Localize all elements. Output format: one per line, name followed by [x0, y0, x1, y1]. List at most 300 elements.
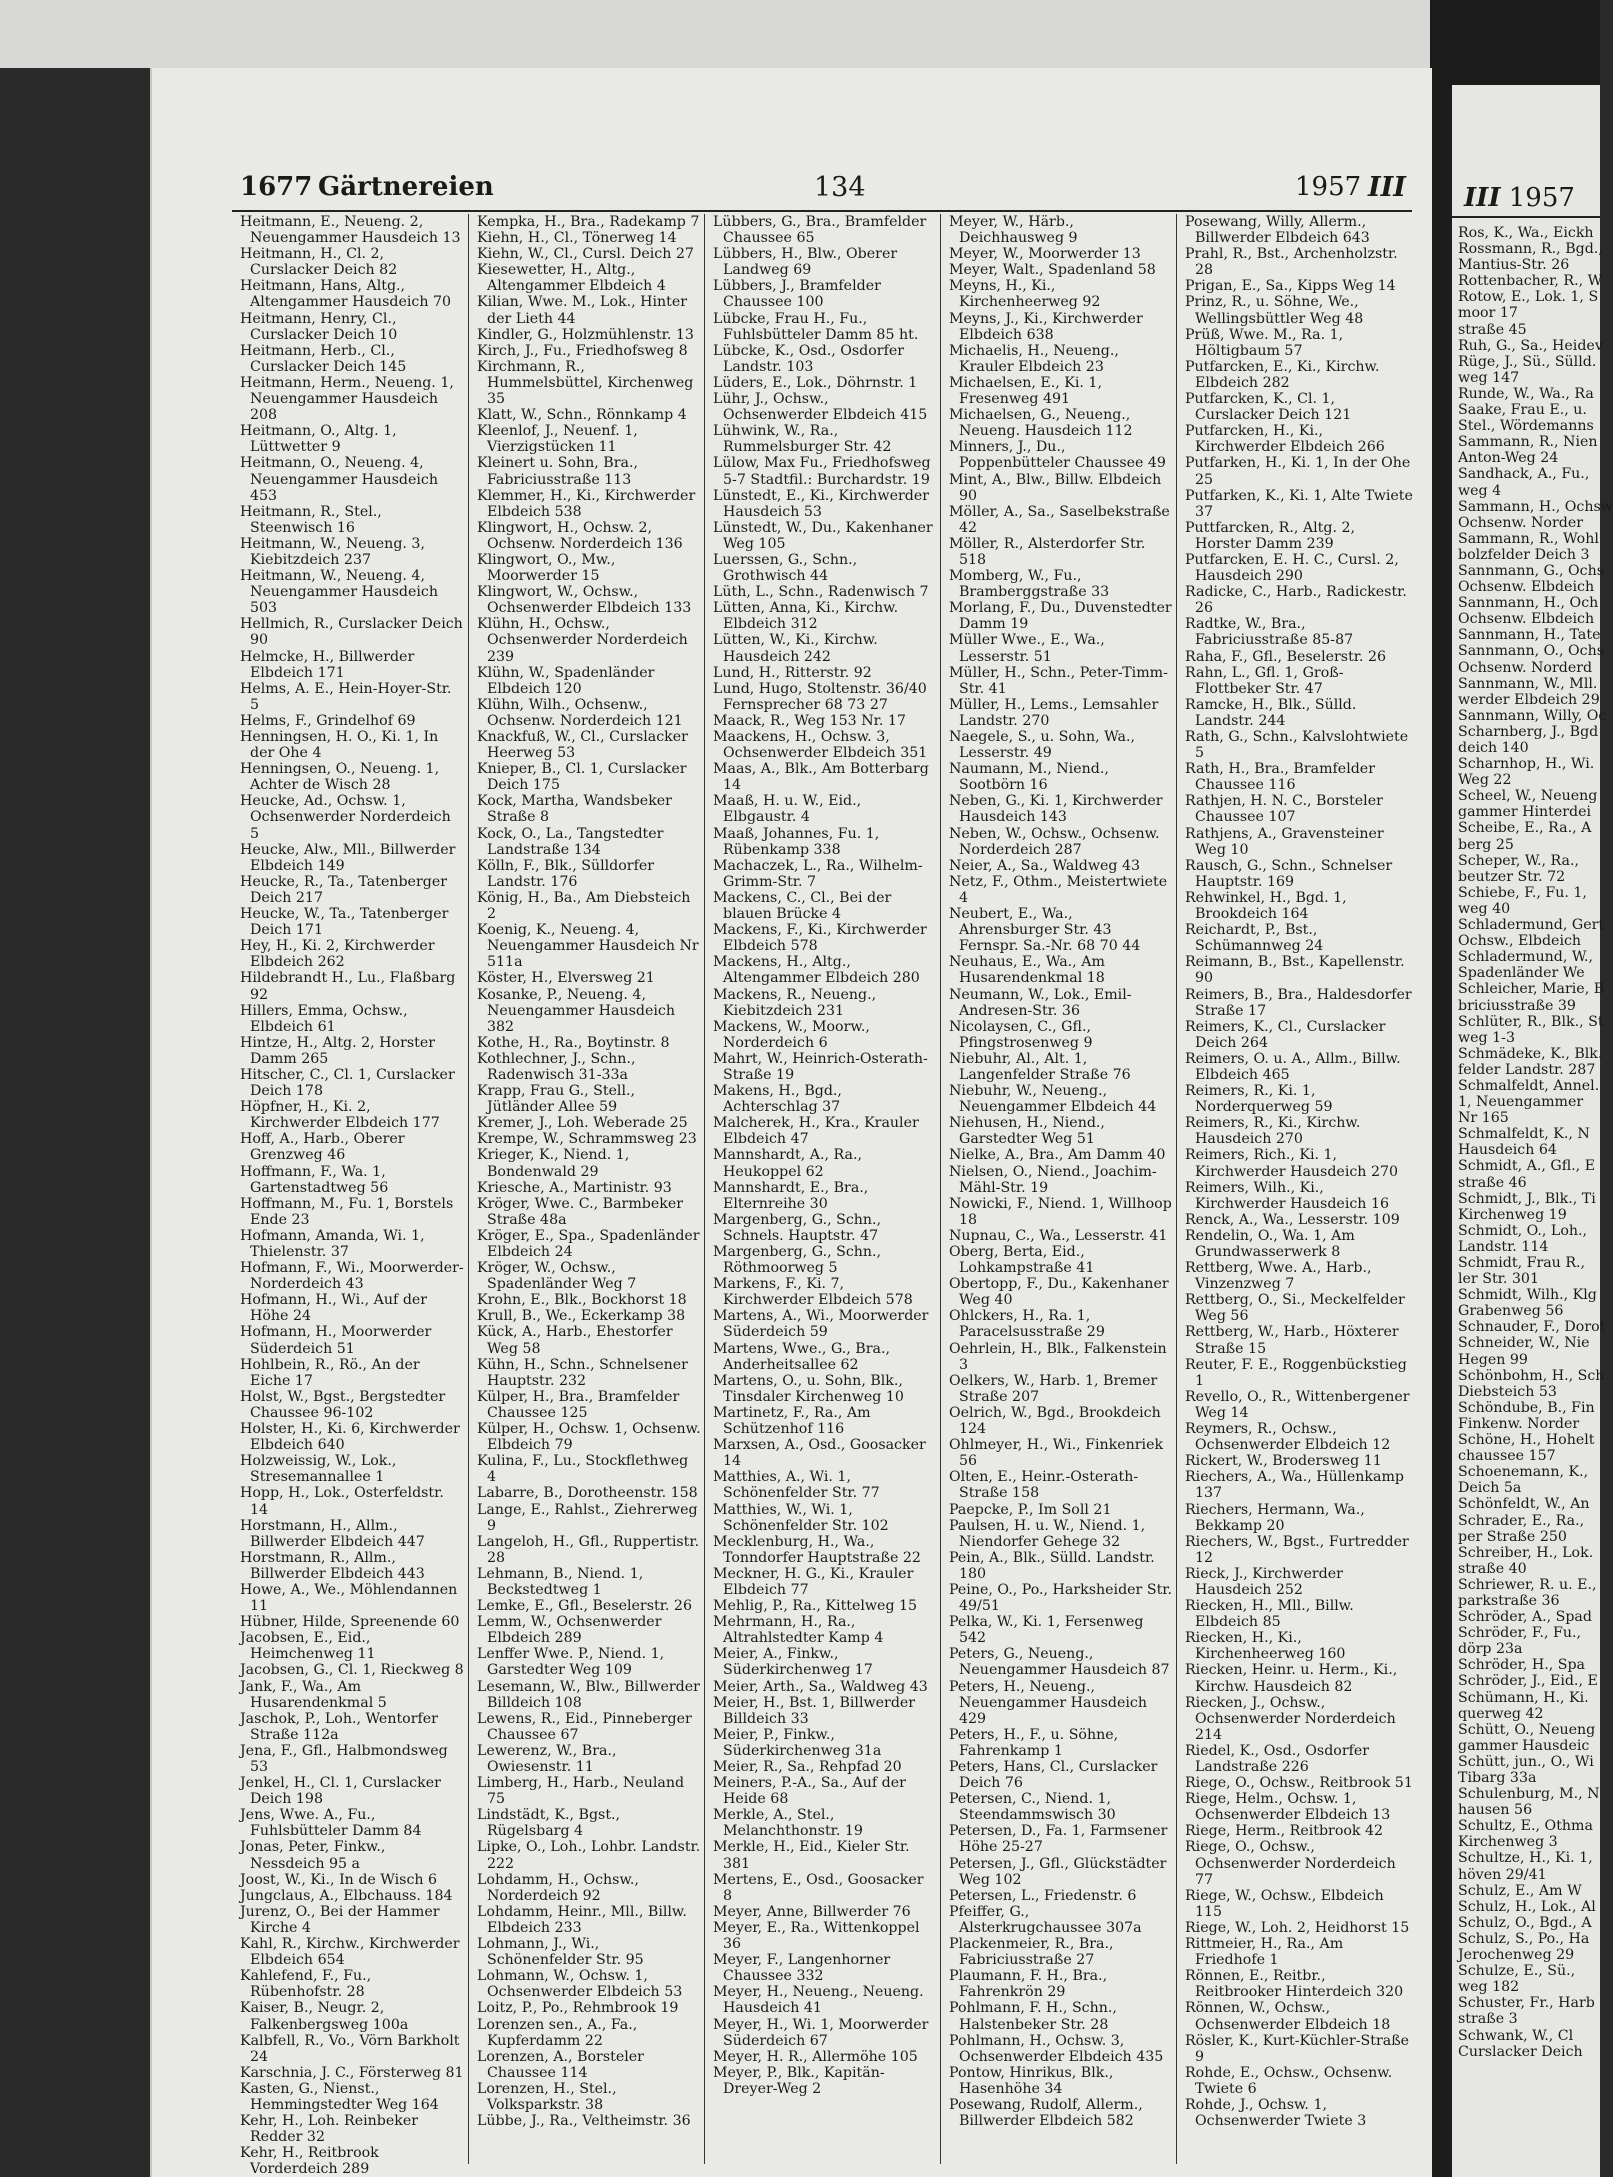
right-page-entry: beutzer Str. 72 [1458, 868, 1566, 885]
directory-entry: Reimers, R., Ki. 1, Norderquerweg 59 [1185, 1083, 1333, 1116]
directory-entry: Kock, O., La., Tangstedter Landstraße 134 [477, 825, 664, 858]
right-page-entry: Sammann, R., Wohl [1458, 530, 1599, 547]
directory-entry: Mackens, C., Cl., Bei der blauen Brücke 4 [713, 889, 892, 923]
right-page-entry: Ochsw., Elbdeich [1458, 933, 1582, 950]
directory-entry: Michaelis, H., Neueng., Krauler Elbdeich 23 [949, 342, 1119, 375]
right-page-entry: Weg 22 [1458, 772, 1512, 789]
directory-entry: Niebuhr, Al., Alt. 1, Langenfelder Straße 76 [949, 1050, 1131, 1083]
right-page-entry: straße 3 [1458, 2011, 1518, 2028]
right-page-entry: Schröder, J., Eid., E [1458, 1673, 1598, 1690]
directory-entry: Naumann, M., Niend., Sootbörn 16 [949, 761, 1109, 794]
right-page-entry: Curslacker Deich [1458, 2043, 1583, 2060]
right-page-entry: Rottenbacher, R., W [1458, 273, 1603, 290]
directory-entry: Kosanke, P., Neueng. 4, Neuengammer Hausdeich 382 [477, 986, 675, 1035]
directory-entry: Heucke, Alw., Mll., Billwerder Elbdeich 149 [240, 841, 456, 874]
directory-entry: Helmcke, H., Billwerder Elbdeich 171 [240, 648, 415, 681]
directory-entry: Mackens, R., Neueng., Kiebitzdeich 231 [713, 986, 877, 1019]
directory-entry: Meyer, E., Ra., Wittenkoppel 36 [713, 1919, 920, 1953]
directory-entry: Ohlckers, H., Ra. 1, Paracelsusstraße 29 [949, 1308, 1105, 1341]
directory-entry: Meier, A., Finkw., Süderkirchenweg 17 [713, 1646, 873, 1679]
directory-entry: Hellmich, R., Curslacker Deich 90 [240, 616, 463, 649]
directory-entry: Kaiser, B., Neugr. 2, Falkenbergsweg 100a [240, 2000, 409, 2033]
directory-entry: Mehrmann, H., Ra., Altrahlstedter Kamp 4 [713, 1614, 884, 1647]
directory-entry: Matthies, W., Wi. 1, Schönenfelder Str. 102 [713, 1501, 889, 1534]
directory-entry: Hoff, A., Harb., Oberer Grenzweg 46 [240, 1131, 405, 1164]
right-page-entry: Schümann, H., Ki. [1458, 1689, 1589, 1706]
directory-entry: Prahl, R., Bst., Archenholzstr. 28 [1185, 246, 1398, 279]
directory-entry: Hübner, Hilde, Spreenende 60 [240, 1614, 460, 1631]
directory-entry: Petersen, C., Niend. 1, Steendammswisch 30 [949, 1791, 1116, 1824]
directory-entry: Meier, P., Finkw., Süderkirchenweg 31a [713, 1726, 882, 1759]
right-page-entry: Hausdeich 64 [1458, 1142, 1557, 1159]
directory-entry: Margenberg, G., Schn., Schnels. Hauptstr. 47 [713, 1211, 882, 1244]
right-page-entry: Schröder, F., Fu., [1458, 1625, 1582, 1642]
directory-entry: Maackens, H., Ochsw. 3, Ochsenwerder Elbdeich 351 [713, 729, 928, 762]
right-page-entry: Schlüter, R., Blk., St [1458, 1013, 1604, 1030]
right-page-entry: Finkenw. Norder [1458, 1415, 1580, 1432]
section-title: Gärtnereien [318, 172, 494, 202]
directory-entry: Nowicki, F., Niend. 1, Willhoop 18 [949, 1195, 1172, 1228]
directory-entry: Hintze, H., Altg. 2, Horster Damm 265 [240, 1034, 436, 1067]
directory-entry: Meyns, H., Ki., Kirchenheerweg 92 [949, 278, 1101, 311]
directory-entry: Rathjen, H. N. C., Borsteler Chaussee 107 [1185, 793, 1383, 826]
directory-entry: Meier, H., Bst. 1, Billwerder Billdeich 33 [713, 1694, 916, 1727]
directory-entry: Jungclaus, A., Elbchauss. 184 [240, 1887, 453, 1904]
right-page-entry: Mantius-Str. 26 [1458, 257, 1570, 274]
directory-entry: Lipke, O., Loh., Lohbr. Landstr. 222 [477, 1839, 701, 1872]
right-page-entry: Rüge, J., Sü., Sülld. [1458, 353, 1597, 370]
directory-entry: Reimann, B., Bst., Kapellenstr. 90 [1185, 954, 1405, 987]
directory-entry: Rath, H., Bra., Bramfelder Chaussee 116 [1185, 761, 1375, 794]
right-page-entry: Schoenemann, K., [1458, 1464, 1589, 1481]
directory-entry: Kulina, F., Lu., Stockflethweg 4 [477, 1453, 689, 1486]
directory-entry: Kothlechner, J., Schn., Radenwisch 31-33a [477, 1050, 636, 1083]
right-page-entry: Schöndube, B., Fin [1458, 1399, 1595, 1416]
directory-entry: Meckner, H. G., Ki., Krauler Elbdeich 77 [713, 1565, 914, 1598]
right-page-entry: Tibarg 33a [1458, 1770, 1537, 1786]
directory-entry: Lund, H., Ritterstr. 92 [713, 664, 872, 681]
directory-entry: Peters, H., Neueng., Neuengammer Hausdeich 429 [949, 1678, 1147, 1727]
directory-entry: Helms, A. E., Hein-Hoyer-Str. 5 [240, 680, 452, 713]
right-page-entry: Ochsenw. Norderd [1458, 659, 1593, 676]
right-header-year: 1957 [1508, 183, 1575, 213]
right-page-entry: Saake, Frau E., u. [1458, 402, 1587, 419]
directory-entry: Hofmann, H., Wi., Auf der Höhe 24 [240, 1292, 428, 1325]
directory-entry: Külper, H., Bra., Bramfelder Chaussee 125 [477, 1388, 680, 1421]
right-page-entry: Schröder, A., Spad [1458, 1609, 1592, 1626]
directory-entry: Kempka, H., Bra., Radekamp 7 [477, 214, 700, 230]
right-page-entry: Stel., Wördemanns [1458, 418, 1594, 435]
directory-entry: Oberg, Berta, Eid., Lohkampstraße 41 [949, 1244, 1095, 1277]
directory-entry: Lange, E., Rahlst., Ziehrerweg 9 [477, 1501, 698, 1534]
directory-entry: Naegele, S., u. Sohn, Wa., Lesserstr. 49 [949, 729, 1135, 762]
right-page-entry: Scheper, W., Ra., [1458, 852, 1580, 869]
directory-entry: Reuter, F. E., Roggenbückstieg 1 [1185, 1356, 1407, 1389]
directory-entry: Rendelin, O., Wa. 1, Am Grundwasserwerk 8 [1185, 1227, 1355, 1260]
right-page-entry: Rotow, E., Lok. 1, S [1458, 289, 1599, 306]
right-page-entry: straße 45 [1458, 321, 1527, 338]
right-page-entry: 1, Neuengammer [1458, 1094, 1584, 1111]
directory-entry: Kahlefend, F., Fu., Rübenhofstr. 28 [240, 1968, 372, 2001]
right-page-entry: querweg 42 [1458, 1705, 1544, 1722]
directory-entry: Reimers, B., Bra., Haldesdorfer Straße 17 [1185, 986, 1412, 1019]
directory-entry: Maack, R., Weg 153 Nr. 17 [713, 712, 906, 729]
directory-entry: Puttfarcken, R., Altg. 2, Horster Damm 239 [1185, 519, 1356, 552]
right-page-entry: Schmidt, A., Gfl., E [1458, 1158, 1596, 1175]
directory-entry: Lohmann, J., Wi., Schönenfelder Str. 95 [477, 1936, 644, 1969]
right-page-entry: Sammann, R., Nien [1458, 434, 1598, 451]
directory-entry: Hoffmann, M., Fu. 1, Borstels Ende 23 [240, 1195, 454, 1228]
directory-entry: Klühn, H., Ochsw., Ochsenwerder Norderdeich 239 [477, 616, 688, 665]
right-page-entry: Schulze, E., Sü., [1458, 1963, 1576, 1980]
directory-entry: Posewang, Rudolf, Allerm., Billwerder Elbdeich 582 [949, 2096, 1143, 2130]
directory-entry: Putfarken, H., Ki. 1, In der Ohe 25 [1185, 455, 1411, 488]
directory-entry: Petersen, D., Fa. 1, Farmsener Höhe 25-27 [949, 1823, 1168, 1856]
directory-entry: Rohde, J., Ochsw. 1, Ochsenwerder Twiete 3 [1185, 2096, 1367, 2130]
directory-entry: Hofmann, H., Moorwerder Süderdeich 51 [240, 1324, 432, 1357]
directory-entry: Putfarken, K., Ki. 1, Alte Twiete 37 [1185, 487, 1413, 520]
directory-entry: Kirchmann, R., Hummelsbüttel, Kirchenweg 35 [477, 358, 694, 408]
directory-entry: Riechers, A., Wa., Hüllenkamp 137 [1185, 1469, 1404, 1502]
directory-entry: Plackenmeier, R., Bra., Fabriciusstraße 27 [949, 1936, 1114, 1969]
right-page-entry: weg 147 [1458, 369, 1520, 386]
directory-entry: Neumann, W., Lok., Emil-Andresen-Str. 36 [949, 986, 1132, 1019]
directory-entry: Lewens, R., Eid., Pinneberger Chaussee 67 [477, 1710, 692, 1743]
directory-entry: Müller, H., Lems., Lemsahler Landstr. 270 [949, 696, 1159, 729]
right-page-entry: Sammann, H., Ochsw [1458, 498, 1613, 515]
directory-entry: Jaschok, P., Loh., Wentorfer Straße 112a [240, 1710, 438, 1743]
right-page-entry: Schultz, E., Othma [1458, 1818, 1593, 1835]
directory-entry: Lund, Hugo, Stoltenstr. 36/40 Fernsprecher 68 73 27 [713, 680, 927, 713]
right-page-entry: straße 40 [1458, 1560, 1527, 1577]
right-page-entry: Runde, W., Wa., Ra [1458, 385, 1594, 402]
directory-entry: Markens, F., Ki. 7, Kirchwerder Elbdeich 578 [713, 1276, 913, 1309]
directory-entry: Rönnen, E., Reitbr., Reitbrooker Hinterdeich 320 [1185, 1968, 1404, 2001]
directory-entry: Martinetz, F., Ra., Am Schützenhof 116 [713, 1404, 871, 1438]
directory-entry: Michaelsen, E., Ki. 1, Fresenweg 491 [949, 374, 1102, 408]
right-page-entry: Sannmann, O., Ochs [1458, 643, 1604, 660]
right-header-rule [1452, 216, 1600, 218]
directory-entry: Howe, A., We., Möhlendannen 11 [240, 1581, 458, 1615]
directory-entry: Neier, A., Sa., Waldweg 43 [949, 857, 1141, 874]
directory-entry: Karschnia, J. C., Försterweg 81 [240, 2064, 464, 2081]
directory-entry: Peters, G., Neueng., Neuengammer Hausdeich 87 [949, 1646, 1170, 1679]
directory-entry: Lütten, W., Ki., Kirchw. Hausdeich 242 [713, 632, 878, 665]
right-page-entry: Schriewer, R. u. E., [1458, 1576, 1597, 1593]
right-page-entry: Ochsenw. Elbdeich [1458, 611, 1595, 628]
directory-entry: Lübbers, J., Bramfelder Chaussee 100 [713, 278, 881, 311]
directory-entry: Lesemann, W., Blw., Billwerder Billdeich 108 [477, 1678, 700, 1711]
directory-entry: Kiehn, W., Cl., Cursl. Deich 27 [477, 246, 694, 263]
directory-entry: Jonas, Peter, Finkw., Nessdeich 95 a [240, 1839, 386, 1872]
directory-entry: Höpfner, H., Ki. 2, Kirchwerder Elbdeich 177 [240, 1099, 440, 1132]
directory-entry: Martens, Wwe., G., Bra., Anderheitsallee 62 [713, 1340, 890, 1373]
directory-entry: Rönnen, W., Ochsw., Ochsenwerder Elbdeich 18 [1185, 2000, 1391, 2033]
directory-entry: Lenffer Wwe. P., Niend. 1, Garstedter Weg 109 [477, 1646, 665, 1679]
directory-entry: Helms, F., Grindelhof 69 [240, 712, 416, 729]
right-page-entry: Scharnhop, H., Wi. [1458, 756, 1595, 773]
directory-entry: Knieper, B., Cl. 1, Curslacker Deich 175 [477, 761, 687, 794]
directory-entry: Plaumann, F. H., Bra., Fahrenkrön 29 [949, 1968, 1108, 2001]
directory-entry: Riedel, K., Osd., Osdorfer Landstraße 226 [1185, 1742, 1370, 1775]
right-page-entry: Schulz, H., Lok., Al [1458, 1898, 1596, 1915]
directory-entry: Riege, Helm., Ochsw. 1, Ochsenwerder Elbdeich 13 [1185, 1791, 1391, 1824]
directory-entry: Klühn, W., Spadenländer Elbdeich 120 [477, 664, 655, 697]
directory-entry: Horstmann, R., Allm., Billwerder Elbdeich 443 [240, 1549, 425, 1582]
right-page-entry: Schwank, W., Cl [1458, 2027, 1574, 2044]
directory-entry: Jens, Wwe. A., Fu., Fuhlsbütteler Damm 84 [240, 1807, 422, 1840]
directory-entry: Reimers, O. u. A., Allm., Billw. Elbdeich 465 [1185, 1050, 1401, 1083]
directory-entry: Kleinert u. Sohn, Bra., Fabriciusstraße 113 [477, 455, 638, 488]
right-page-entry: Schöne, H., Hohelt [1458, 1432, 1595, 1449]
right-page-entry: Jerochenweg 29 [1458, 1947, 1575, 1964]
right-page-entry: Schmalfeldt, K., N [1458, 1126, 1590, 1143]
right-page-entry: Schönbohm, H., Sch [1458, 1367, 1605, 1384]
directory-entry: Prüß, Wwe. M., Ra. 1, Höltigbaum 57 [1185, 326, 1344, 359]
directory-entry: Hildebrandt H., Lu., Flaßbarg 92 [240, 970, 456, 1003]
directory-column-3 [704, 214, 939, 2164]
right-page-entry: Kirchenweg 3 [1458, 1834, 1558, 1851]
right-page-entry: Schröder, H., Spa [1458, 1657, 1586, 1674]
directory-entry: Meier, Arth., Sa., Waldweg 43 [713, 1678, 928, 1695]
right-page-entry: weg 40 [1458, 900, 1511, 917]
directory-entry: Riecken, H., Mll., Billw. Elbdeich 85 [1185, 1598, 1354, 1631]
directory-entry: Nielke, A., Bra., Am Damm 40 [949, 1147, 1166, 1164]
directory-entry: Riege, O., Ochsw., Reitbrook 51 [1185, 1775, 1413, 1792]
directory-entry: Klühn, Wilh., Ochsenw., Ochsenw. Norderdeich 121 [477, 696, 683, 729]
directory-entry: Merkle, A., Stel., Melanchthonstr. 19 [713, 1807, 863, 1840]
directory-entry: Rettberg, Wwe. A., Harb., Vinzenzweg 7 [1185, 1260, 1372, 1293]
directory-entry: Neben, W., Ochsw., Ochsenw. Norderdeich 287 [949, 825, 1160, 858]
scan-top-margin [0, 0, 1600, 68]
right-page-entry: berg 25 [1458, 836, 1514, 853]
directory-entry: Maas, A., Blk., Am Botterbarg 14 [713, 761, 929, 794]
directory-entry: Meyer, H., Wi. 1, Moorwerder Süderdeich 67 [713, 2016, 929, 2049]
right-page-entry: Diebsteich 53 [1458, 1383, 1557, 1400]
directory-entry: Putfarcken, E. H. C., Cursl. 2, Hausdeich 290 [1185, 551, 1399, 585]
right-page-entry: Schütt, O., Neueng [1458, 1721, 1596, 1738]
right-page-entry: Sannmann, Willy, Oc [1458, 707, 1607, 724]
page-number: 1677 [240, 172, 313, 202]
directory-entry: Lorenzen sen., A., Fa., Kupferdamm 22 [477, 2016, 638, 2049]
directory-entry: Heitmann, H., Cl. 2, Curslacker Deich 82 [240, 246, 398, 279]
directory-entry: Petersen, L., Friedenstr. 6 [949, 1887, 1137, 1904]
right-page-entry: Anton-Weg 24 [1458, 450, 1559, 467]
right-page-entry: moor 17 [1458, 305, 1518, 322]
directory-entry: Lühr, J., Ochsw., Ochsenwerder Elbdeich 415 [713, 391, 928, 424]
directory-entry: Meyer, W., Härb., Deichhausweg 9 [949, 214, 1078, 247]
directory-entry: Krieger, K., Niend. 1, Bondenwald 29 [477, 1147, 630, 1180]
directory-entry: Kehr, H., Loh. Reinbeker Redder 32 [240, 2113, 419, 2146]
directory-entry: Rickert, W., Brodersweg 11 [1185, 1453, 1382, 1470]
directory-entry: Kehr, H., Reitbrook Vorderdeich 289 [240, 2145, 379, 2177]
directory-entry: Posewang, Willy, Allerm., Billwerder Elbdeich 643 [1185, 214, 1370, 247]
directory-entry: Rathjens, A., Gravensteiner Weg 10 [1185, 825, 1384, 858]
directory-entry: Krempe, W., Schrammsweg 23 [477, 1131, 697, 1148]
directory-entry: Henningsen, H. O., Ki. 1, In der Ohe 4 [240, 729, 439, 762]
directory-entry: Maaß, H. u. W., Eid., Elbgaustr. 4 [713, 793, 862, 826]
directory-entry: Langeloh, H., Gfl., Ruppertistr. 28 [477, 1533, 700, 1566]
right-page-entry: Scharnberg, J., Bgd [1458, 723, 1599, 740]
directory-entry: Peters, Hans, Cl., Curslacker Deich 76 [949, 1759, 1158, 1792]
directory-entry: Pohlmann, H., Ochsw. 3, Ochsenwerder Elbdeich 435 [949, 2032, 1164, 2065]
directory-entry: Luerssen, G., Schn., Grothwisch 44 [713, 551, 858, 585]
directory-entry: Heitmann, O., Neueng. 4, Neuengammer Hausdeich 453 [240, 455, 438, 504]
right-page-entry: Schnauder, F., Dorot [1458, 1319, 1606, 1336]
directory-entry: Henningsen, O., Neueng. 1, Achter de Wisch 28 [240, 761, 440, 794]
directory-entry: Putfarcken, H., Ki., Kirchwerder Elbdeich 266 [1185, 423, 1385, 456]
directory-entry: Heitmann, R., Stel., Steenwisch 16 [240, 503, 382, 536]
directory-entry: Minners, J., Du., Poppenbütteler Chaussee 49 [949, 439, 1166, 472]
right-page-entry: Grabenweg 56 [1458, 1303, 1564, 1320]
directory-entry: Rath, G., Schn., Kalvslohtwiete 5 [1185, 729, 1409, 762]
directory-entry: Revello, O., R., Wittenbergener Weg 14 [1185, 1388, 1410, 1421]
directory-entry: Riege, O., Ochsw., Ochsenwerder Norderdeich 77 [1185, 1839, 1396, 1888]
directory-entry: Kröger, W., Ochsw., Spadenländer Weg 7 [477, 1260, 637, 1293]
directory-entry: Machaczek, L., Ra., Wilhelm-Grimm-Str. 7 [713, 857, 923, 890]
right-page-entry: gammer Hausdeic [1458, 1737, 1590, 1754]
right-page-entry: Schmidt, O., Loh., [1458, 1222, 1588, 1239]
directory-entry: Kriesche, A., Martinistr. 93 [477, 1179, 672, 1196]
directory-entry: Kirch, J., Fu., Friedhofsweg 8 [477, 342, 688, 359]
header-volume: III [1368, 172, 1406, 203]
right-page-entry: Schrader, E., Ra., [1458, 1512, 1585, 1529]
right-page-entry: Schulenburg, M., N [1458, 1786, 1600, 1803]
directory-entry: Lohdamm, H., Ochsw., Norderdeich 92 [477, 1871, 639, 1904]
directory-entry: Reymers, R., Ochsw., Ochsenwerder Elbdeich 12 [1185, 1421, 1391, 1454]
right-page [1452, 85, 1613, 2177]
directory-entry: Lübbers, H., Blw., Oberer Landweg 69 [713, 246, 898, 279]
directory-entry: Kröger, E., Spa., Spadenländer Elbdeich 24 [477, 1227, 700, 1260]
page-header [240, 172, 1410, 208]
right-page-entry: Schladermund, W., [1458, 949, 1594, 966]
directory-entry: Mint, A., Blw., Billw. Elbdeich 90 [949, 471, 1162, 504]
directory-entry: Klatt, W., Schn., Rönnkamp 4 [477, 407, 687, 424]
directory-entry: Heitmann, W., Neueng. 3, Kiebitzdeich 237 [240, 535, 425, 568]
directory-entry: Rittmeier, H., Ra., Am Friedhofe 1 [1185, 1936, 1344, 1969]
directory-entry: Holster, H., Ki. 6, Kirchwerder Elbdeich 640 [240, 1421, 460, 1454]
directory-entry: Lünstedt, W., Du., Kakenhaner Weg 105 [713, 519, 933, 552]
directory-entry: Meyer, Walt., Spadenland 58 [949, 262, 1156, 279]
directory-entry: Prigan, E., Sa., Kipps Weg 14 [1185, 278, 1396, 295]
directory-entry: Meyns, J., Ki., Kirchwerder Elbdeich 638 [949, 310, 1143, 343]
directory-entry: Knackfuß, W., Cl., Curslacker Heerweg 53 [477, 729, 688, 762]
right-page-entry: felder Landstr. 287 [1458, 1061, 1596, 1078]
directory-entry: Lüders, E., Lok., Döhrnstr. 1 [713, 374, 918, 391]
directory-entry: Heitmann, Herm., Neueng. 1, Neuengammer Hausdeich 208 [240, 374, 454, 424]
right-page-entry: Schmidt, Frau R., [1458, 1255, 1586, 1271]
directory-entry: Rieck, J., Kirchwerder Hausdeich 252 [1185, 1565, 1343, 1598]
directory-entry: Makens, H., Bgd., Achterschlag 37 [713, 1083, 842, 1116]
directory-entry: Heucke, R., Ta., Tatenberger Deich 217 [240, 873, 447, 906]
directory-entry: Jena, F., Gfl., Halbmondsweg 53 [240, 1742, 448, 1775]
right-page-entry: Ros, K., Wa., Eickh [1458, 225, 1594, 241]
directory-entry: Riechers, Hermann, Wa., Bekkamp 20 [1185, 1501, 1365, 1534]
directory-entry: Nielsen, O., Niend., Joachim-Mähl-Str. 19 [949, 1163, 1157, 1196]
directory-entry: Mackens, H., Altg., Altengammer Elbdeich 280 [713, 954, 920, 987]
right-page-entry: Ochsenw. Elbdeich [1458, 579, 1595, 596]
directory-entry: Lünstedt, E., Ki., Kirchwerder Hausdeich 53 [713, 487, 930, 520]
right-page-entry: Schleicher, Marie, B [1458, 981, 1605, 998]
right-page-entry: Schuster, Fr., Harb [1458, 1995, 1595, 2012]
directory-entry: Müller, H., Schn., Peter-Timm-Str. 41 [949, 664, 1168, 697]
right-page-entry: Spadenländer We [1458, 965, 1585, 982]
right-page-entry: deich 140 [1458, 740, 1529, 756]
directory-entry: Hitscher, C., Cl. 1, Curslacker Deich 178 [240, 1066, 455, 1100]
directory-entry: Hoffmann, F., Wa. 1, Gartenstadtweg 56 [240, 1163, 389, 1196]
directory-entry: Margenberg, G., Schn., Röthmoorweg 5 [713, 1244, 882, 1277]
directory-entry: Reimers, R., Ki., Kirchw. Hausdeich 270 [1185, 1115, 1361, 1148]
book-gutter [1430, 0, 1452, 2177]
directory-entry: Reichardt, P., Bst., Schümannweg 24 [1185, 922, 1324, 955]
directory-entry: Kasten, G., Nienst., Hemmingstedter Weg 164 [240, 2080, 439, 2113]
directory-entry: Radtke, W., Bra., Fabriciusstraße 85-87 [1185, 616, 1354, 649]
directory-entry: Meyer, Anne, Billwerder 76 [713, 1903, 911, 1920]
scan-dark-corner [1430, 0, 1600, 85]
directory-entry: Niehusen, H., Niend., Garstedter Weg 51 [949, 1115, 1105, 1148]
directory-entry: Mannshardt, A., Ra., Heukoppel 62 [713, 1147, 862, 1180]
directory-entry: Hohlbein, R., Rö., An der Eiche 17 [240, 1356, 420, 1389]
directory-entry: Merkle, H., Eid., Kieler Str. 381 [713, 1839, 910, 1872]
right-page-entry: Nr 165 [1458, 1110, 1509, 1127]
directory-entry: Obertopp, F., Du., Kakenhaner Weg 40 [949, 1276, 1169, 1309]
directory-entry: Köster, H., Elversweg 21 [477, 970, 655, 987]
directory-entry: Neubert, E., Wa., Ahrensburger Str. 43 Fernspr. Sa.-Nr. 68 70 44 [949, 906, 1141, 955]
directory-entry: Momberg, W., Fu., Bramberggstraße 33 [949, 568, 1110, 601]
right-page-entry: Schultze, H., Ki. 1, [1458, 1850, 1593, 1867]
directory-entry: Prinz, R., u. Söhne, We., Wellingsbüttler Weg 48 [1185, 294, 1364, 327]
directory-column-4 [940, 214, 1175, 2164]
directory-entry: Mehlig, P., Ra., Kittelweg 15 [713, 1598, 918, 1615]
directory-entry: Petersen, J., Gfl., Glückstädter Weg 102 [949, 1855, 1167, 1888]
directory-entry: Külper, H., Ochsw. 1, Ochsenw. Elbdeich 79 [477, 1421, 701, 1454]
right-page-entry: Kirchenweg 19 [1458, 1206, 1567, 1223]
right-page-entry: Schmädeke, K., Blk. [1458, 1045, 1603, 1062]
right-page-entry: Deich 5a [1458, 1480, 1522, 1497]
directory-entry: Lüth, L., Schn., Radenwisch 7 [713, 584, 929, 601]
directory-entry: Kilian, Wwe. M., Lok., Hinter der Lieth 44 [477, 294, 688, 327]
directory-entry: Rausch, G., Schn., Schnelser Hauptstr. 169 [1185, 857, 1393, 890]
directory-entry: Limberg, H., Harb., Neuland 75 [477, 1775, 685, 1808]
directory-entry: Klingwort, W., Ochsw., Ochsenwerder Elbdeich 133 [477, 584, 692, 617]
directory-column-5 [1176, 214, 1415, 2164]
directory-entry: Lorenzen, A., Borsteler Chaussee 114 [477, 2048, 644, 2081]
directory-column-1 [232, 214, 466, 2177]
directory-entry: Hopp, H., Lok., Osterfeldstr. 14 [240, 1485, 444, 1518]
right-page-entry: höven 29/41 [1458, 1866, 1547, 1883]
directory-entry: Neuhaus, E., Wa., Am Husarendenkmal 18 [949, 954, 1105, 987]
directory-entry: Neben, G., Ki. 1, Kirchwerder Hausdeich 143 [949, 793, 1163, 826]
right-page-entry: Sannmann, H., Och [1458, 595, 1599, 612]
right-page-entry: per Straße 250 [1458, 1528, 1567, 1545]
directory-entry: Lübbers, G., Bra., Bramfelder Chaussee 65 [713, 214, 927, 247]
directory-entry: Oehrlein, H., Blk., Falkenstein 3 [949, 1340, 1167, 1373]
directory-entry: Rehwinkel, H., Bgd. 1, Brookdeich 164 [1185, 889, 1347, 923]
directory-entry: Holzweissig, W., Lok., Stresemannallee 1 [240, 1453, 397, 1486]
directory-entry: Lütten, Anna, Ki., Kirchw. Elbdeich 312 [713, 600, 899, 633]
directory-entry: Riecken, H., Ki., Kirchenheerweg 160 [1185, 1630, 1346, 1663]
directory-entry: Rösler, K., Kurt-Küchler-Straße 9 [1185, 2032, 1410, 2065]
header-rule [232, 210, 1412, 212]
directory-entry: Meyer, W., Moorwerder 13 [949, 246, 1141, 263]
directory-columns [232, 214, 1414, 2177]
directory-entry: Mahrt, W., Heinrich-Osterath-Straße 19 [713, 1050, 928, 1083]
directory-entry: Olten, E., Heinr.-Osterath-Straße 158 [949, 1469, 1139, 1502]
directory-entry: Michaelsen, G., Neueng., Neueng. Hausdeich 112 [949, 407, 1133, 440]
directory-entry: Lülow, Max Fu., Friedhofsweg 5-7 Stadtfil.: Burchardstr. 19 [713, 455, 931, 488]
directory-entry: Lorenzen, H., Stel., Volksparkstr. 38 [477, 2080, 617, 2113]
directory-entry: Riege, Herm., Reitbrook 42 [1185, 1823, 1384, 1840]
